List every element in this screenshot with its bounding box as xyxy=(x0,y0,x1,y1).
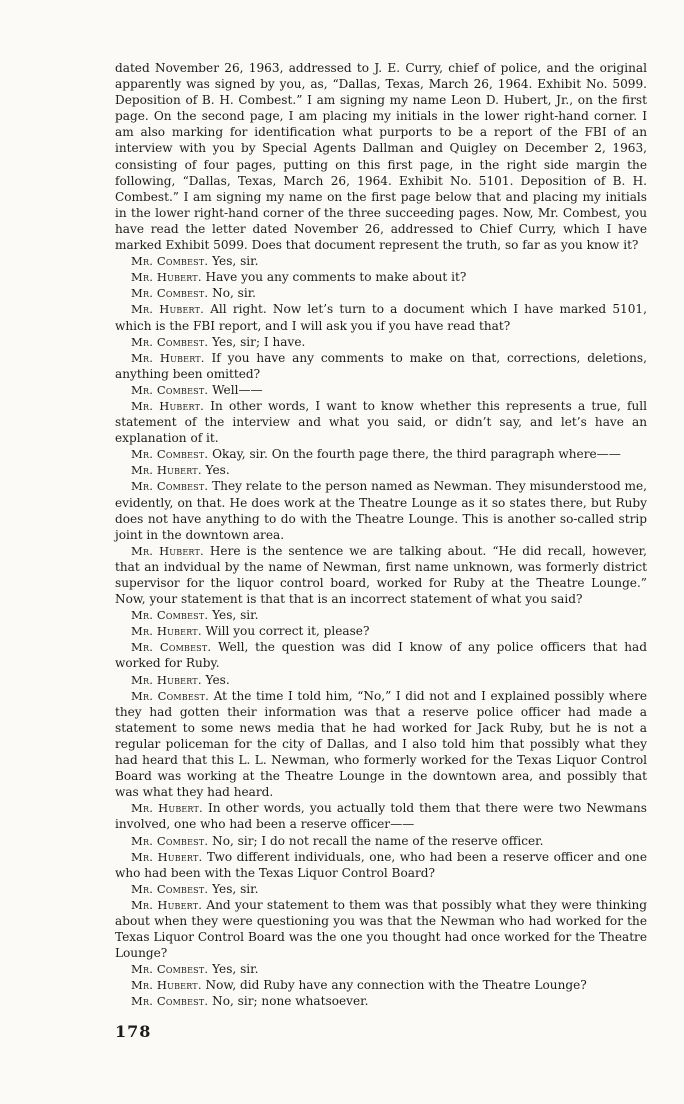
dialogue-paragraph xyxy=(115,977,647,993)
speaker-name: Mr. Combest. xyxy=(131,254,209,269)
speech-text: Yes, sir. xyxy=(212,962,259,977)
speaker-name: Mr. Combest. xyxy=(131,833,209,848)
speaker-name: Mr. Combest. xyxy=(131,640,212,655)
speech-text: Yes, sir; I have. xyxy=(212,334,306,349)
speaker-name: Mr. Hubert. xyxy=(131,801,203,816)
dialogue-list xyxy=(115,253,647,1009)
speaker-name: Mr. Combest. xyxy=(131,447,209,462)
speech-text: No, sir; none whatsoever. xyxy=(212,994,369,1009)
dialogue-paragraph xyxy=(115,334,647,350)
dialogue-paragraph xyxy=(115,849,647,881)
speech-text: No, sir; I do not recall the name of the reserve officer. xyxy=(212,833,544,848)
speech-text: Yes. xyxy=(205,672,230,687)
speaker-name: Mr. Hubert. xyxy=(131,270,202,285)
page-number: 178 xyxy=(115,1022,152,1041)
speech-text: Yes, sir. xyxy=(212,881,259,896)
dialogue-paragraph xyxy=(115,881,647,897)
dialogue-paragraph xyxy=(115,833,647,849)
speech-text: Yes. xyxy=(205,463,230,478)
speech-text: Will you correct it, please? xyxy=(205,624,370,639)
speaker-name: Mr. Hubert. xyxy=(131,543,204,558)
speaker-name: Mr. Hubert. xyxy=(131,672,202,687)
dialogue-paragraph xyxy=(115,478,647,542)
speaker-name: Mr. Combest. xyxy=(131,286,209,301)
speech-text: No, sir. xyxy=(212,286,257,301)
dialogue-paragraph xyxy=(115,462,647,478)
speaker-name: Mr. Combest. xyxy=(131,881,209,896)
dialogue-paragraph xyxy=(115,639,647,671)
dialogue-paragraph xyxy=(115,897,647,961)
dialogue-paragraph xyxy=(115,269,647,285)
dialogue-paragraph xyxy=(115,607,647,623)
dialogue-paragraph xyxy=(115,350,647,382)
dialogue-paragraph xyxy=(115,688,647,801)
speaker-name: Mr. Hubert. xyxy=(131,463,202,478)
speaker-name: Mr. Hubert. xyxy=(131,350,205,365)
speech-text: At the time I told him, “No,” I did not and I explained possibly where they had gotten their information was that a reserve police officer had made a statement to some news media that he had worked for Jack Ruby, but he is not a regular policeman for the city of Dallas, and I also told him that possibly what they had heard that this L. L. Newman, who formerly worked for the Texas Liquor Control Board was working at the Theatre Lounge in the downtown area, and possibly that was what they had heard. xyxy=(115,688,648,800)
speech-text: Now, did Ruby have any connection with the Theatre Lounge? xyxy=(205,978,587,993)
dialogue-paragraph xyxy=(115,301,647,333)
dialogue-paragraph xyxy=(115,800,647,832)
speaker-name: Mr. Combest. xyxy=(131,962,209,977)
dialogue-paragraph xyxy=(115,382,647,398)
speech-text: Yes, sir. xyxy=(212,254,259,269)
speaker-name: Mr. Hubert. xyxy=(131,398,205,413)
speaker-name: Mr. Hubert. xyxy=(131,849,203,864)
speech-text: Okay, sir. On the fourth page there, the third paragraph where—— xyxy=(212,447,621,462)
speaker-name: Mr. Hubert. xyxy=(131,978,202,993)
speech-text: In other words, I want to know whether this represents a true, full statement of the interview and what you said, or didn’t say, and let’s have an explanation of it. xyxy=(115,398,647,446)
speaker-name: Mr. Combest. xyxy=(131,479,209,494)
dialogue-paragraph xyxy=(115,253,647,269)
speaker-name: Mr. Hubert. xyxy=(131,897,203,912)
speech-text: They relate to the person named as Newman. They misunderstood me, evidently, on that. He does work at the Theatre Lounge as it so states there, but Ruby does not have anything to do with the Theatre Lounge. This is another so-called strip joint in the downtown area. xyxy=(115,479,648,542)
dialogue-paragraph xyxy=(115,398,647,446)
dialogue-paragraph xyxy=(115,543,647,607)
speech-text: All right. Now let’s turn to a document which I have marked 5101, which is the FBI report, and I will ask you if you have read that? xyxy=(115,302,647,333)
speaker-name: Mr. Hubert. xyxy=(131,302,205,317)
speech-text: In other words, you actually told them that there were two Newmans involved, one who had been a reserve officer—— xyxy=(115,801,647,832)
dialogue-paragraph xyxy=(115,285,647,301)
dialogue-paragraph xyxy=(115,993,647,1009)
speaker-name: Mr. Combest. xyxy=(131,608,209,623)
speaker-name: Mr. Combest. xyxy=(131,994,209,1009)
speech-text: Well, the question was did I know of any police officers that had worked for Ruby. xyxy=(115,640,648,671)
speech-text: Well—— xyxy=(212,382,263,397)
speech-text: Yes, sir. xyxy=(212,608,259,623)
dialogue-paragraph xyxy=(115,961,647,977)
dialogue-paragraph xyxy=(115,672,647,688)
speaker-name: Mr. Combest. xyxy=(131,688,210,703)
speaker-name: Mr. Hubert. xyxy=(131,624,202,639)
speech-text: If you have any comments to make on that, corrections, deletions, anything been omitted? xyxy=(115,350,647,381)
testimony-text xyxy=(115,60,647,1010)
speech-text: Here is the sentence we are talking about. “He did recall, however, that an indvidual by the name of Newman, first name unknown, was formerly district supervisor for the liquor control board, worked for Ruby at the Theatre Lounge.” Now, your statement is that that is an incorrect statement of what you said? xyxy=(115,543,647,607)
opening-paragraph: dated November 26, 1963, addressed to J. E. Curry, chief of police, and the original apparently was signed by you, as, “Dallas, Texas, March 26, 1964. Exhibit No. 5099. Deposition of B. H. Combest.” I am signing my name Leon D. Hubert, Jr., on the first page. On the second page, I am placing my initials in the lower right-hand corner. I am also marking for identification what purports to be a report of the FBI of an interview with you by Special Agents Dallman and Quigley on December 2, 1963, consisting of four pages, putting on this first page, in the right side margin the following, “Dallas, Texas, March 26, 1964. Exhibit No. 5101. Deposition of B. H. Combest.” I am signing my name on the first page below that and placing my initials in the lower right-hand corner of the three succeeding pages. Now, Mr. Combest, you have read the letter dated November 26, addressed to Chief Curry, which I have marked Exhibit 5099. Does that document represent the truth, so far as you know it? xyxy=(115,61,647,253)
dialogue-paragraph xyxy=(115,623,647,639)
dialogue-paragraph xyxy=(115,446,647,462)
speaker-name: Mr. Combest. xyxy=(131,334,209,349)
speaker-name: Mr. Combest. xyxy=(131,382,209,397)
speech-text: Have you any comments to make about it? xyxy=(205,270,467,285)
speech-text: Two different individuals, one, who had been a reserve officer and one who had been with the Texas Liquor Control Board? xyxy=(115,849,647,880)
speech-text: And your statement to them was that possibly what they were thinking about when they were questioning you was that the Newman who had worked for the Texas Liquor Control Board was the one you thought had once worked for the Theatre Lounge? xyxy=(115,897,647,961)
